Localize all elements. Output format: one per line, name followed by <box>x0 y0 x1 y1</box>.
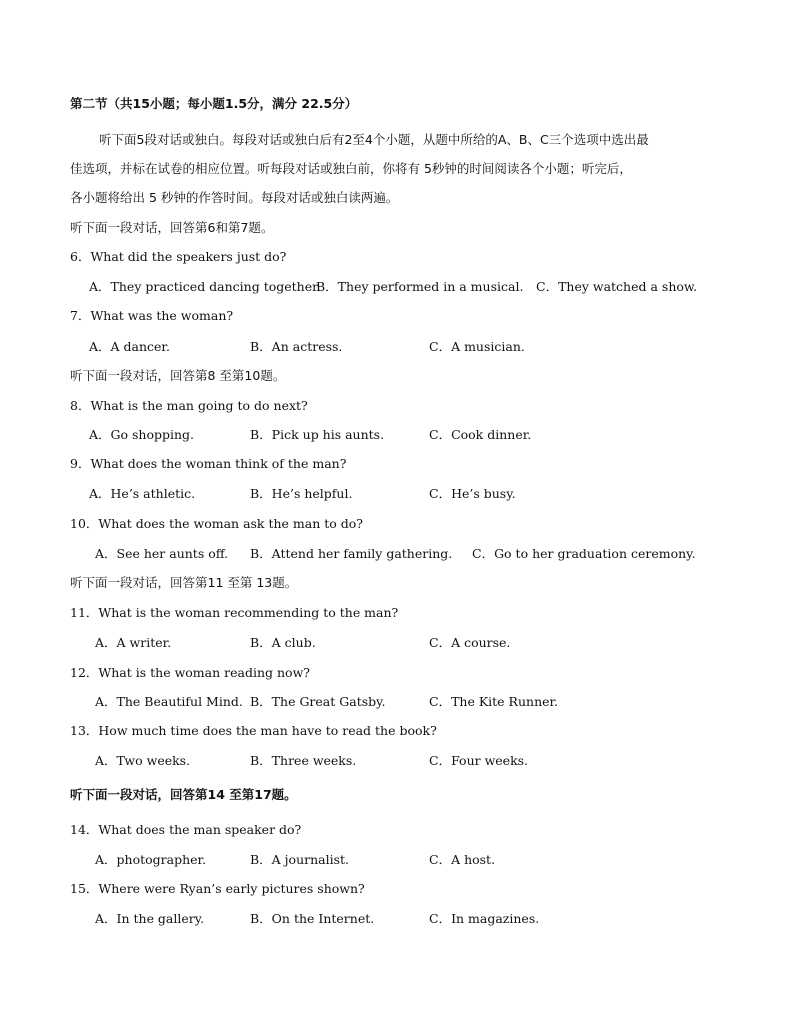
question-8-option-b: B．Pick up his aunts. <box>250 427 385 442</box>
question-7-option-c: C．A musician. <box>429 339 525 354</box>
question-9-option-b: B．He’s helpful. <box>250 486 353 501</box>
section-intro-line-2: 佳选项，并标在试卷的相应位置。听每段对话或独白前，你将有 5秒钟的时间阅读各个小题；听完后， <box>70 161 632 176</box>
question-14-option-a: A．photographer. <box>95 852 207 867</box>
question-10-option-a: A．See her aunts off. <box>95 546 229 561</box>
question-11-option-c: C．A course. <box>429 635 511 650</box>
question-14-option-c: C．A host. <box>429 852 496 867</box>
question-stem-10: 10．What does the woman ask the man to do? <box>70 516 364 531</box>
question-15-option-a: A．In the gallery. <box>95 911 205 926</box>
question-stem-13: 13．How much time does the man have to read the book? <box>70 723 437 738</box>
question-7-option-b: B．An actress. <box>250 339 343 354</box>
question-stem-15: 15．Where were Ryan’s early pictures shown? <box>70 881 365 896</box>
question-6-option-a: A．They practiced dancing together. <box>89 279 321 294</box>
question-6-option-b: B．They performed in a musical. <box>316 279 524 294</box>
question-stem-14: 14．What does the man speaker do? <box>70 822 302 837</box>
question-15-option-b: B．On the Internet. <box>250 911 375 926</box>
dialogue-instruction-4: 听下面一段对话，回答第14 至第17题。 <box>70 787 297 802</box>
question-12-option-b: B．The Great Gatsby. <box>250 694 386 709</box>
question-7-option-a: A．A dancer. <box>89 339 171 354</box>
question-8-option-a: A．Go shopping. <box>89 427 195 442</box>
question-13-option-c: C．Four weeks. <box>429 753 529 768</box>
section-intro-line-3: 各小题将给出 5 秒钟的作答时间。每段对话或独白读两遍。 <box>70 190 399 205</box>
question-stem-11: 11．What is the woman recommending to the man? <box>70 605 399 620</box>
question-10-option-b: B．Attend her family gathering. <box>250 546 453 561</box>
question-11-option-b: B．A club. <box>250 635 316 650</box>
question-14-option-b: B．A journalist. <box>250 852 350 867</box>
question-stem-12: 12．What is the woman reading now? <box>70 665 310 680</box>
question-9-option-c: C．He’s busy. <box>429 486 516 501</box>
question-12-option-c: C．The Kite Runner. <box>429 694 559 709</box>
question-6-option-c: C．They watched a show. <box>536 279 698 294</box>
dialogue-instruction-2: 听下面一段对话，回答第8 至第10题。 <box>70 368 286 383</box>
question-8-option-c: C．Cook dinner. <box>429 427 532 442</box>
question-12-option-a: A．The Beautiful Mind. <box>95 694 243 709</box>
question-stem-8: 8．What is the man going to do next? <box>70 398 308 413</box>
section-intro-line-1: 听下面5段对话或独白。每段对话或独白后有2至4个小题，从题中所给的A、B、C三个选项中选出最 <box>99 132 649 147</box>
dialogue-instruction-1: 听下面一段对话，回答第6和第7题。 <box>70 220 274 235</box>
question-13-option-a: A．Two weeks. <box>95 753 191 768</box>
question-stem-6: 6．What did the speakers just do? <box>70 249 287 264</box>
question-stem-9: 9．What does the woman think of the man? <box>70 456 347 471</box>
question-11-option-a: A．A writer. <box>95 635 172 650</box>
question-15-option-c: C．In magazines. <box>429 911 540 926</box>
section-heading: 第二节（共15小题；每小题1.5分，满分 22.5分） <box>70 96 358 111</box>
question-9-option-a: A．He’s athletic. <box>89 486 196 501</box>
dialogue-instruction-3: 听下面一段对话，回答第11 至第 13题。 <box>70 575 298 590</box>
question-13-option-b: B．Three weeks. <box>250 753 357 768</box>
question-stem-7: 7．What was the woman? <box>70 308 234 323</box>
question-10-option-c: C．Go to her graduation ceremony. <box>472 546 696 561</box>
